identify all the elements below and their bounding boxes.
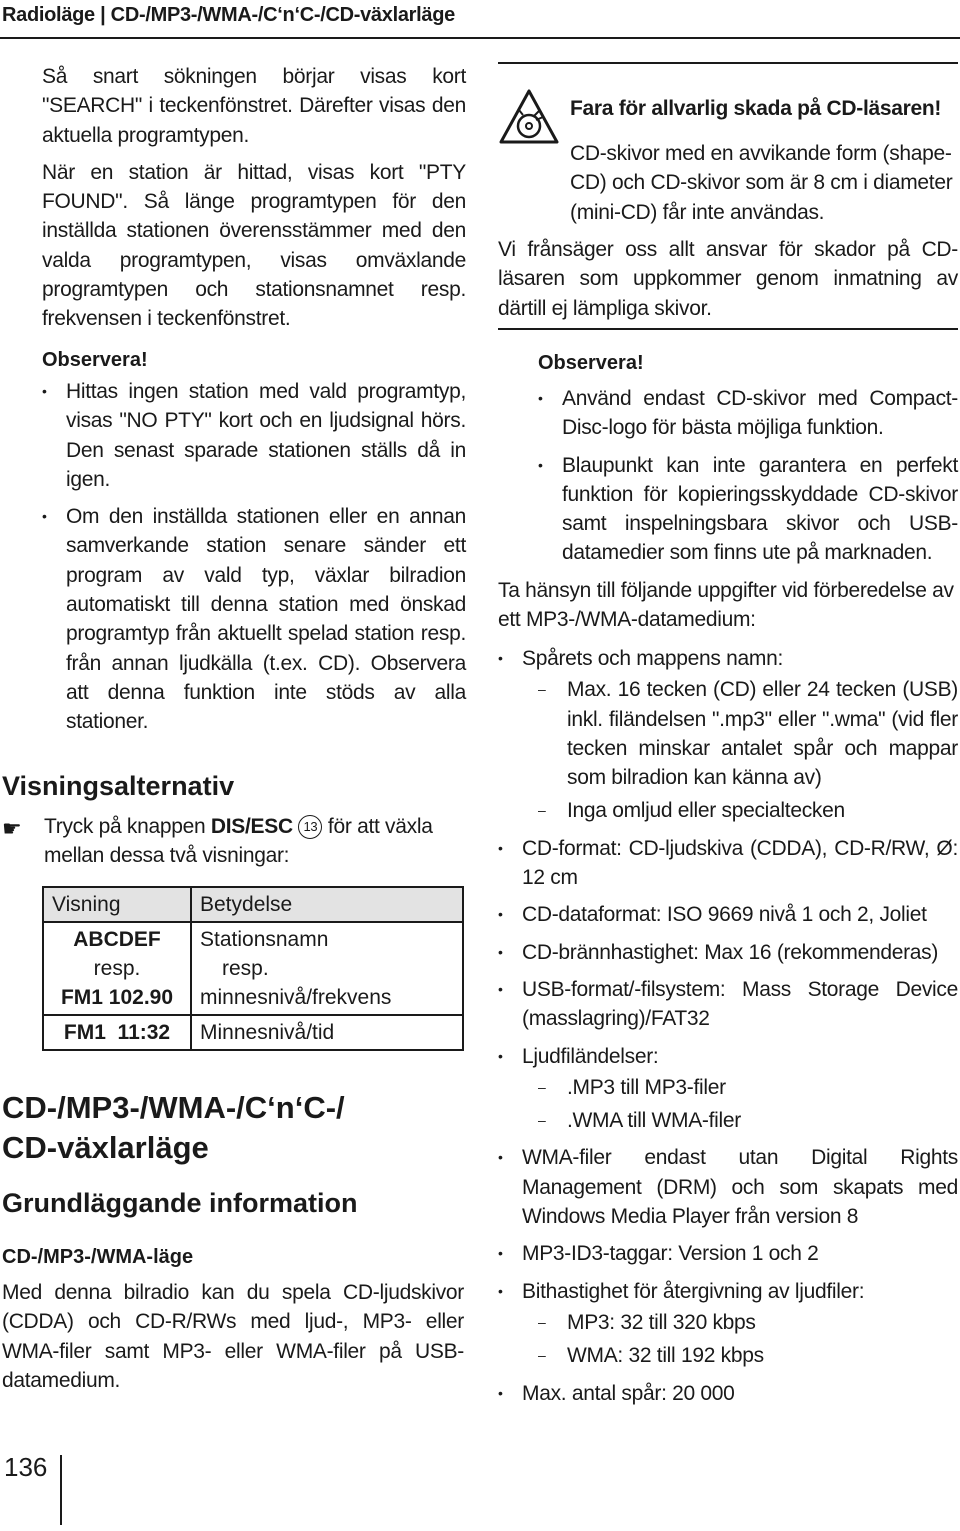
display-table <box>42 886 464 1051</box>
list-item: • MP3-ID3-taggar: Version 1 och 2 <box>498 1239 958 1268</box>
note-list <box>538 384 958 576</box>
page-number: 136 <box>4 1452 48 1482</box>
table-cell: ABCDEF resp. FM1 102.90 <box>43 922 191 1015</box>
search-paragraph: Så snart sökningen börjar visas kort "SEARCH" i teckenfönstret. Därefter visas den aktuella programtypen. <box>42 65 466 147</box>
list-item: • Blaupunkt kan inte garantera en perfekt funktion för kopieringsskyddade CD-skivor samt inspelningsbara skivor och USB-datamedier som finns ute på marknaden. <box>538 451 958 568</box>
instruction <box>2 812 464 870</box>
instruction-text: Tryck på knappen DIS/ESC 13 för att växla mellan dessa två visningar: <box>44 815 433 867</box>
chapter-heading: CD-/MP3-/WMA-/C‘n‘C-/ CD-växlarläge <box>2 1090 345 1165</box>
list-item: – .WMA till WMA-filer <box>522 1106 958 1135</box>
list-item: – .MP3 till MP3-filer <box>522 1073 958 1102</box>
column-header: Visning <box>43 887 191 922</box>
list-item: • CD-dataformat: ISO 9669 nivå 1 och 2, Joliet <box>498 900 958 929</box>
prep-paragraph: Ta hänsyn till följande uppgifter vid förberedelse av ett MP3-/WMA-datamedium: <box>498 579 954 632</box>
pointing-hand-icon: ☛ <box>2 816 22 841</box>
table-cell: Stationsnamn resp. minnesnivå/frekvens <box>191 922 463 1015</box>
table-row <box>43 1015 463 1050</box>
list-item: • WMA-filer endast utan Digital Rights Management (DRM) och som skapats med Windows Media Player från version 8 <box>498 1143 958 1231</box>
list-item: • Hittas ingen station med vald programtyp, visas "NO PTY" kort och en ljudsignal hörs. Den senast sparade stationen ställs då in igen. <box>42 377 466 494</box>
column-header: Betydelse <box>191 887 463 922</box>
warning-body: CD-skivor med en avvikande form (shape-CD) och CD-skivor som är 8 cm i diameter (mini-CD) får inte användas. <box>570 142 953 224</box>
list-item: – MP3: 32 till 320 kbps <box>522 1308 958 1337</box>
list-item: • Spårets och mappens namn: – Max. 16 tecken (CD) eller 24 tecken (USB) inkl. filändelsen ".mp3" eller ".wma" (vid fler tecken minskar antalet spår och mappar som bilradion kan känna av) – Inga omljud eller specialtecken <box>498 644 958 826</box>
table-cell: Minnesnivå/tid <box>191 1015 463 1050</box>
cd-intro-paragraph: Med denna bilradio kan du spela CD-ljudskivor (CDDA) och CD-R/RWs med ljud-, MP3- eller WMA-filer samt MP3- eller WMA-filer på USB-datamedium. <box>2 1281 464 1392</box>
warning-top-rule <box>498 62 958 64</box>
note-list <box>42 377 466 737</box>
list-item: • CD-brännhastighet: Max 16 (rekommenderas) <box>498 938 958 967</box>
list-item: • USB-format/-filsystem: Mass Storage Device (masslagring)/FAT32 <box>498 975 958 1034</box>
list-item: – Max. 16 tecken (CD) eller 24 tecken (USB) inkl. filändelsen ".mp3" eller ".wma" (vid fler tecken minskar antalet spår och mappar som bilradion kan känna av) <box>522 675 958 792</box>
list-item: • Använd endast CD-skivor med Compact-Disc-logo för bästa möjliga funktion. <box>538 384 958 443</box>
warning-title: Fara för allvarlig skada på CD-läsaren! <box>570 97 942 120</box>
pty-found-paragraph: När en station är hittad, visas kort "PTY FOUND". Så länge programtypen för den inställda stationen överensstämmer med den valda programtypen, visas omväxlande programtypen och stationsnamnet resp. frekvensen i teckenfönstret. <box>42 160 466 331</box>
list-item: • CD-format: CD-ljudskiva (CDDA), CD-R/RW, Ø: 12 cm <box>498 834 958 893</box>
list-item: – WMA: 32 till 192 kbps <box>522 1341 958 1370</box>
sub-list <box>522 675 958 825</box>
list-item: • Bithastighet för återgivning av ljudfiler: – MP3: 32 till 320 kbps – WMA: 32 till 192 kbps <box>498 1277 958 1371</box>
list-item: • Om den inställda stationen eller en annan samverkande station senare sänder ett program av vald typ, växlar bilradion automatiskt till denna station med önskad programtyp från aktuellt spelad station resp. från annan ljudkälla (t.ex. CD). Observera att denna funktion inte stöds av alla stationer. <box>42 502 466 736</box>
page-header-title: Radioläge | CD-/MP3-/WMA-/C‘n‘C-/CD-växlarläge <box>2 4 455 26</box>
table-cell: FM1 11:32 <box>43 1015 191 1050</box>
spec-list <box>498 644 958 1416</box>
section-heading-grund: Grundläggande information <box>2 1188 358 1218</box>
page-number-rule <box>60 1455 62 1525</box>
warning-bottom-rule <box>498 328 958 330</box>
key-label: DIS/ESC <box>210 815 293 838</box>
warning-disclaimer: Vi frånsäger oss allt ansvar för skador på CD-läsaren som uppkommer genom inmatning av därtill ej lämpliga skivor. <box>498 238 958 320</box>
key-number-badge: 13 <box>298 815 322 839</box>
table-row <box>43 922 463 1015</box>
note-label: Observera! <box>538 352 644 374</box>
sub-list <box>522 1308 958 1371</box>
section-heading-visning: Visningsalternativ <box>2 771 235 801</box>
table-header-row <box>43 887 463 922</box>
header-rule <box>0 37 960 39</box>
list-item: • Ljudfiländelser: – .MP3 till MP3-filer – .WMA till WMA-filer <box>498 1042 958 1136</box>
sub-list <box>522 1073 958 1136</box>
subsection-heading: CD-/MP3-/WMA-läge <box>2 1246 194 1268</box>
list-item: • Max. antal spår: 20 000 <box>498 1379 958 1408</box>
list-item: – Inga omljud eller specialtecken <box>522 796 958 825</box>
note-label: Observera! <box>42 348 148 371</box>
warning-disc-icon <box>498 88 560 151</box>
left-column <box>42 62 466 745</box>
